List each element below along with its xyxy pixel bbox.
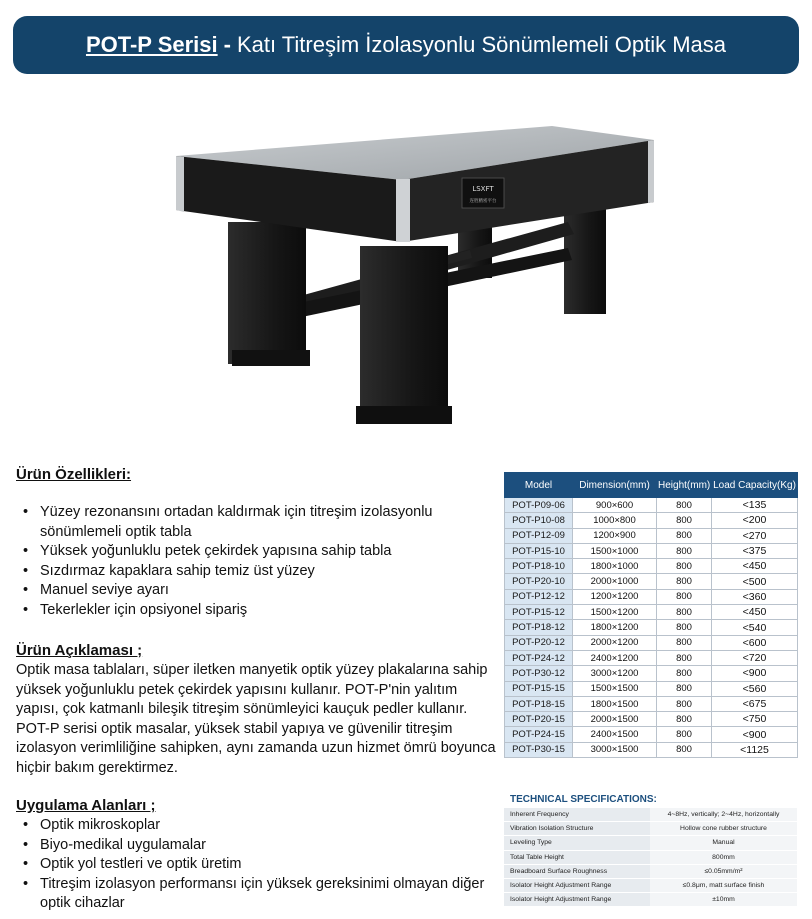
- dim-cell: 2400×1200: [573, 650, 657, 665]
- spec-label: Leveling Type: [504, 836, 650, 850]
- table-row: [505, 559, 798, 574]
- spec-value: Manual: [650, 836, 797, 850]
- spec-value: ±10mm: [650, 893, 797, 907]
- description-text: Optik masa tablaları, süper iletken manyetik optik yüzey plakalarına sahip yüksek yoğunluklu petek çekirdek yapısını kullanır. POT-P'nin yalıtım yapısı, çok katmanlı bileşik titreşim sönümleyici kauçuk pedler kullanır. POT-P serisi optik masalar, yüksek stabil yapıya ve güvenilir titreşim izolasyon verimliliğine sahipken, aynı zamanda uzun hizmet ömrü boyunca hiçbir bakım gerektirmez.: [16, 662, 496, 776]
- dim-cell: 2000×1200: [573, 635, 657, 650]
- dim-cell: 2000×1500: [573, 712, 657, 727]
- bullet-icon: •: [23, 601, 29, 618]
- table-row: [505, 589, 798, 604]
- model-cell: POT-P18-12: [505, 620, 573, 635]
- height-cell: 800: [657, 513, 712, 528]
- load-cell: <720: [712, 650, 798, 665]
- optical-table-image: [170, 118, 660, 430]
- table-row: [505, 528, 798, 543]
- bullet-icon: •: [23, 543, 29, 559]
- load-cell: <200: [712, 513, 798, 528]
- height-cell: 800: [657, 528, 712, 543]
- brand-logo-text: LSXFT: [472, 185, 494, 193]
- dim-cell: 1500×1200: [573, 605, 657, 620]
- dim-cell: 3000×1500: [573, 742, 657, 757]
- height-cell: 800: [657, 605, 712, 620]
- load-cell: <540: [712, 620, 798, 635]
- height-cell: 800: [657, 727, 712, 742]
- model-cell: POT-P15-10: [505, 543, 573, 558]
- tech-specs-title: TECHNICAL SPECIFICATIONS:: [510, 794, 657, 805]
- model-cell: POT-P24-12: [505, 650, 573, 665]
- list-item: [16, 875, 496, 914]
- feature-text: Sızdırmaz kapaklara sahip temiz üst yüzey: [40, 562, 315, 579]
- height-cell: 800: [657, 635, 712, 650]
- application-text: Optik yol testleri ve optik üretim: [40, 856, 242, 872]
- load-cell: <360: [712, 589, 798, 604]
- feature-text: Tekerlekler için opsiyonel sipariş: [40, 601, 248, 618]
- list-item: [16, 601, 486, 621]
- dim-cell: 2000×1000: [573, 574, 657, 589]
- dim-cell: 900×600: [573, 498, 657, 513]
- bullet-icon: •: [23, 504, 29, 520]
- load-cell: <270: [712, 528, 798, 543]
- list-item: [16, 581, 486, 601]
- table-row: [505, 727, 798, 742]
- brand-logo-subtext: 连胜精密平台: [469, 199, 497, 204]
- spec-label: Vibration Isolation Structure: [504, 822, 650, 836]
- height-cell: 800: [657, 589, 712, 604]
- list-item: [16, 836, 496, 856]
- column-header: Load Capacity(Kg): [712, 473, 798, 498]
- dim-cell: 1800×1000: [573, 559, 657, 574]
- dim-cell: 1500×1500: [573, 681, 657, 696]
- spec-row: [504, 836, 797, 850]
- load-cell: <675: [712, 696, 798, 711]
- load-cell: <600: [712, 635, 798, 650]
- models-table: [504, 472, 798, 758]
- load-cell: <500: [712, 574, 798, 589]
- model-cell: POT-P15-12: [505, 605, 573, 620]
- spec-row: [504, 864, 797, 878]
- dim-cell: 1800×1500: [573, 696, 657, 711]
- applications-heading: Uygulama Alanları ;: [16, 797, 156, 814]
- height-cell: 800: [657, 620, 712, 635]
- tech-specs-table: [504, 808, 797, 907]
- spec-row: [504, 808, 797, 822]
- height-cell: 800: [657, 742, 712, 757]
- spec-label: Breadboard Surface Roughness: [504, 864, 650, 878]
- applications-list: [16, 816, 496, 914]
- title-separator: -: [223, 32, 231, 57]
- features-heading: Ürün Özellikleri:: [16, 466, 132, 483]
- load-cell: <375: [712, 543, 798, 558]
- load-cell: <135: [712, 498, 798, 513]
- spec-label: Isolator Height Adjustment Range: [504, 893, 650, 907]
- table-row: [505, 696, 798, 711]
- title-banner: [13, 16, 799, 74]
- spec-row: [504, 822, 797, 836]
- page-title: Katı Titreşim İzolasyonlu Sönümlemeli Optik Masa: [236, 32, 727, 57]
- application-text: Titreşim izolasyon performansı için yüksek gereksinimi olmayan diğer optik cihazlar: [40, 875, 485, 911]
- model-cell: POT-P09-06: [505, 498, 573, 513]
- description-heading: Ürün Açıklaması ;: [16, 642, 143, 659]
- load-cell: <560: [712, 681, 798, 696]
- table-row: [505, 513, 798, 528]
- table-row: [505, 635, 798, 650]
- model-cell: POT-P20-10: [505, 574, 573, 589]
- table-row: [505, 574, 798, 589]
- bullet-icon: •: [23, 856, 29, 872]
- load-cell: <900: [712, 666, 798, 681]
- series-name: POT-P Serisi: [85, 32, 218, 57]
- bullet-icon: •: [23, 836, 29, 853]
- table-header-row: [505, 473, 798, 498]
- dim-cell: 1800×1200: [573, 620, 657, 635]
- model-cell: POT-P18-15: [505, 696, 573, 711]
- model-cell: POT-P30-12: [505, 666, 573, 681]
- list-item: [16, 562, 486, 582]
- model-cell: POT-P30-15: [505, 742, 573, 757]
- table-row: [505, 666, 798, 681]
- spec-value: 4~8Hz, vertically; 2~4Hz, horizontally: [650, 808, 797, 822]
- height-cell: 800: [657, 696, 712, 711]
- dim-cell: 1200×900: [573, 528, 657, 543]
- spec-label: Inherent Frequency: [504, 808, 650, 822]
- column-header: Model: [505, 473, 573, 498]
- spec-label: Total Table Height: [504, 850, 650, 864]
- bullet-icon: •: [23, 582, 29, 598]
- model-cell: POT-P12-09: [505, 528, 573, 543]
- bullet-icon: •: [23, 562, 29, 579]
- spec-row: [504, 893, 797, 907]
- table-row: [505, 742, 798, 757]
- list-item: [16, 503, 486, 542]
- dim-cell: 2400×1500: [573, 727, 657, 742]
- model-cell: POT-P20-15: [505, 712, 573, 727]
- height-cell: 800: [657, 543, 712, 558]
- load-cell: <450: [712, 559, 798, 574]
- column-header: Dimension(mm): [573, 473, 657, 498]
- spec-value: ≤0.05mm/m²: [650, 864, 797, 878]
- table-row: [505, 650, 798, 665]
- table-row: [505, 620, 798, 635]
- table-row: [505, 681, 798, 696]
- spec-row: [504, 878, 797, 892]
- list-item: [16, 855, 496, 875]
- height-cell: 800: [657, 498, 712, 513]
- table-row: [505, 543, 798, 558]
- feature-text: Yüzey rezonansını ortadan kaldırmak için titreşim izolasyonlu sönümlemeli optik tabla: [40, 504, 433, 540]
- application-text: Optik mikroskoplar: [40, 817, 161, 833]
- spec-label: Isolator Height Adjustment Range: [504, 878, 650, 892]
- table-row: [505, 605, 798, 620]
- height-cell: 800: [657, 666, 712, 681]
- spec-value: 800mm: [650, 850, 797, 864]
- load-cell: <450: [712, 605, 798, 620]
- model-cell: POT-P24-15: [505, 727, 573, 742]
- table-row: [505, 498, 798, 513]
- load-cell: <900: [712, 727, 798, 742]
- list-item: [16, 816, 496, 836]
- dim-cell: 1000×800: [573, 513, 657, 528]
- feature-text: Yüksek yoğunluklu petek çekirdek yapısına sahip tabla: [40, 543, 392, 559]
- application-text: Biyo-medikal uygulamalar: [40, 836, 207, 853]
- spec-row: [504, 850, 797, 864]
- model-cell: POT-P18-10: [505, 559, 573, 574]
- dim-cell: 1500×1000: [573, 543, 657, 558]
- model-cell: POT-P15-15: [505, 681, 573, 696]
- column-header: Height(mm): [657, 473, 712, 498]
- feature-text: Manuel seviye ayarı: [40, 582, 169, 598]
- dim-cell: 1200×1200: [573, 589, 657, 604]
- load-cell: <1125: [712, 742, 798, 757]
- dim-cell: 3000×1200: [573, 666, 657, 681]
- spec-value: ≤0.8μm, matt surface finish: [650, 878, 797, 892]
- spec-value: Hollow cone rubber structure: [650, 822, 797, 836]
- model-cell: POT-P10-08: [505, 513, 573, 528]
- height-cell: 800: [657, 681, 712, 696]
- table-row: [505, 712, 798, 727]
- model-cell: POT-P12-12: [505, 589, 573, 604]
- list-item: [16, 542, 486, 562]
- bullet-icon: •: [23, 817, 29, 833]
- load-cell: <750: [712, 712, 798, 727]
- height-cell: 800: [657, 650, 712, 665]
- model-cell: POT-P20-12: [505, 635, 573, 650]
- height-cell: 800: [657, 712, 712, 727]
- height-cell: 800: [657, 559, 712, 574]
- height-cell: 800: [657, 574, 712, 589]
- features-list: [16, 503, 486, 620]
- bullet-icon: •: [23, 875, 29, 892]
